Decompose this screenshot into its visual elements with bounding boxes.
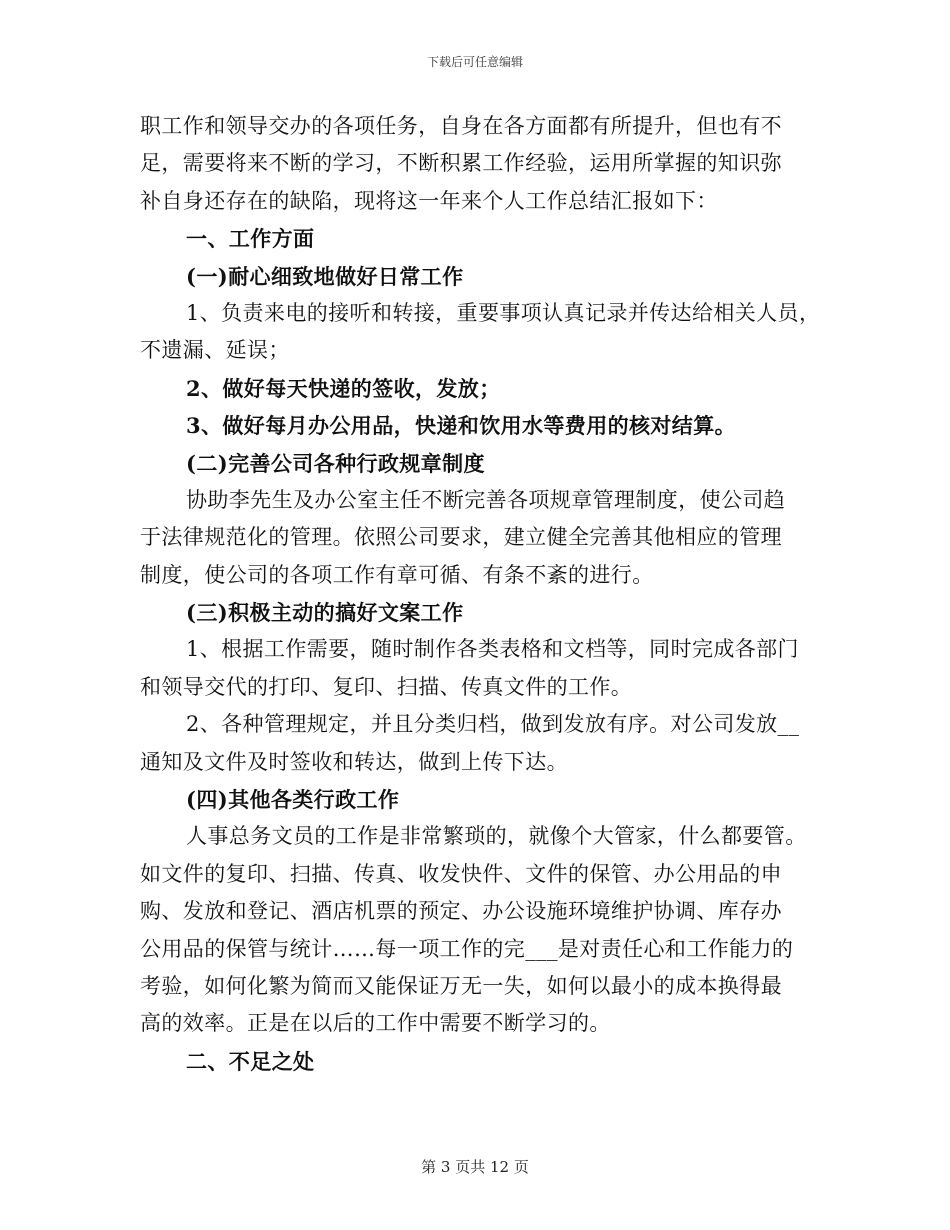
section-heading: 一、工作方面 (186, 226, 315, 252)
list-item: 2、做好每天快递的签收，发放； (186, 375, 501, 401)
document-body (140, 108, 820, 1080)
page-number: 第 3 页共 12 页 (421, 1158, 529, 1176)
subsection-heading: (四)其他各类行政工作 (186, 787, 400, 813)
paragraph-line: 如文件的复印、扫描、传真、收发快件、文件的保管、办公用品的申 (140, 861, 782, 886)
paragraph-line: 考验，如何化繁为简而又能保证万无一失，如何以最小的成本换得最 (140, 973, 782, 998)
paragraph-line: 1、根据工作需要，随时制作各类表格和文档等，同时完成各部门 (186, 637, 799, 662)
paragraph-line: 1、负责来电的接听和转接，重要事项认真记录并传达给相关人员， (186, 300, 821, 325)
subsection-heading: (二)完善公司各种行政规章制度 (186, 450, 485, 476)
subsection-heading: (三)积极主动的搞好文案工作 (186, 600, 464, 626)
paragraph-line: 购、发放和登记、酒店机票的预定、办公设施环境维护协调、库存办 (140, 899, 782, 924)
paragraph-line: 人事总务文员的工作是非常繁琐的，就像个大管家，什么都要管。 (186, 824, 807, 849)
paragraph-line: 于法律规范化的管理。依照公司要求，建立健全完善其他相应的管理 (140, 525, 782, 550)
paragraph-line: 不遗漏、延误； (140, 338, 290, 363)
paragraph-line: 制度，使公司的各项工作有章可循、有条不紊的进行。 (140, 562, 654, 587)
paragraph-line: 2、各种管理规定，并且分类归档，做到发放有序。对公司发放__ (186, 712, 800, 737)
paragraph-line: 职工作和领导交办的各项任务，自身在各方面都有所提升，但也有不 (140, 114, 782, 138)
paragraph-line: 协助李先生及办公室主任不断完善各项规章管理制度，使公司趋 (186, 487, 786, 512)
subsection-heading: (一)耐心细致地做好日常工作 (186, 263, 464, 289)
paragraph-line: 和领导交代的打印、复印、扫描、传真文件的工作。 (140, 674, 633, 699)
paragraph-line: 通知及文件及时签收和转达，做到上传下达。 (140, 749, 568, 774)
paragraph-line: 高的效率。正是在以后的工作中需要不断学习的。 (140, 1011, 611, 1036)
list-item: 3、做好每月办公用品，快递和饮用水等费用的核对结算。 (186, 413, 737, 439)
header-note: 下载后可任意编辑 (426, 55, 523, 69)
paragraph-line: 公用品的保管与统计……每一项工作的完___是对责任心和工作能力的 (140, 936, 794, 961)
paragraph-line: 补自身还存在的缺陷，现将这一年来个人工作总结汇报如下： (140, 188, 718, 213)
paragraph-line: 足，需要将来不断的学习，不断积累工作经验，运用所掌握的知识弥 (140, 151, 782, 176)
section-heading: 二、不足之处 (186, 1048, 315, 1074)
